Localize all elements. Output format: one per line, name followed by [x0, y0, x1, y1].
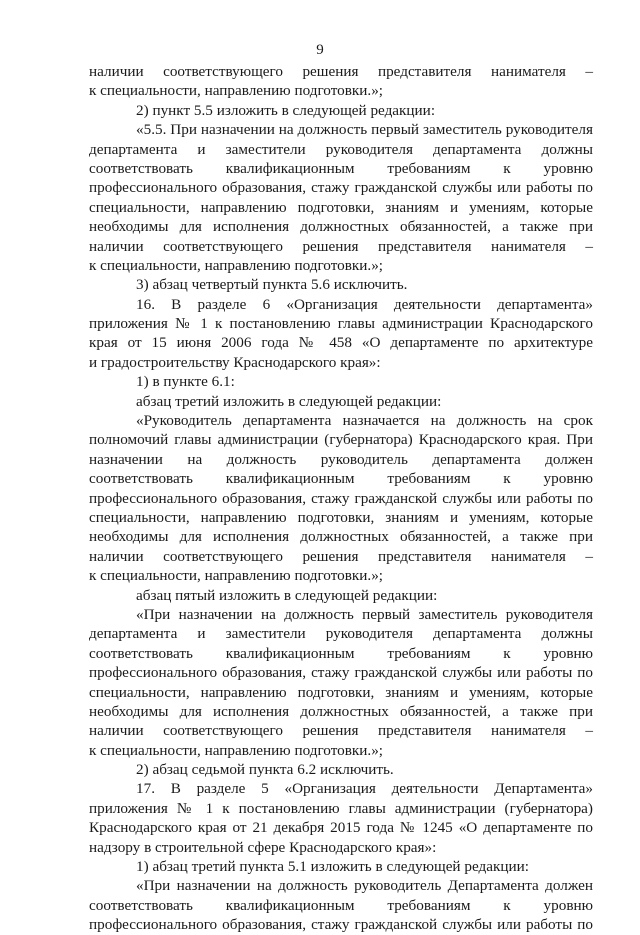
text-line: необходимы для исполнения должностных обязанностей, а также при	[89, 702, 593, 720]
text-line: «При назначении на должность руководитель Департамента должен	[136, 877, 593, 895]
text-line: соответствовать квалификационным требованиям к уровню	[89, 896, 593, 914]
text-line: специальности, направлению подготовки, знаниям и умениям, которые	[89, 683, 593, 701]
text-line: профессионального образования, стажу гражданской службы или работы по	[89, 916, 593, 934]
text-line: соответствовать квалификационным требованиям к уровню	[89, 470, 593, 488]
text-line: абзац пятый изложить в следующей редакции:	[136, 586, 438, 604]
text-line: профессионального образования, стажу гражданской службы или работы по	[89, 489, 593, 507]
text-line: 17. В разделе 5 «Организация деятельности Департамента»	[136, 780, 593, 798]
text-line: наличии соответствующего решения представителя нанимателя –	[89, 237, 593, 255]
text-line: специальности, направлению подготовки, знаниям и умениям, которые	[89, 508, 593, 526]
text-line: к специальности, направлению подготовки.»;	[89, 741, 384, 759]
text-line: департамента и заместители руководителя департамента должны	[89, 140, 593, 158]
text-line: наличии соответствующего решения представителя нанимателя –	[89, 722, 593, 740]
text-line: 16. В разделе 6 «Организация деятельности департамента»	[136, 295, 593, 313]
text-line: соответствовать квалификационным требованиям к уровню	[89, 644, 593, 662]
text-line: наличии соответствующего решения представителя нанимателя –	[89, 63, 593, 80]
text-line: полномочий главы администрации (губернатора) Краснодарского края. При	[89, 431, 593, 449]
text-line: соответствовать квалификационным требованиям к уровню	[89, 159, 593, 177]
text-line: назначении на должность руководитель департамента должен	[89, 450, 593, 468]
text-line: 2) абзац седьмой пункта 6.2 исключить.	[136, 761, 394, 779]
text-line: и градостроительству Краснодарского края»:	[89, 353, 381, 371]
text-line: 1) в пункте 6.1:	[136, 373, 235, 391]
text-line: «5.5. При назначении на должность первый заместитель руководителя	[136, 121, 593, 139]
text-line: «Руководитель департамента назначается на должность на срок	[136, 412, 593, 430]
text-line: абзац третий изложить в следующей редакции:	[136, 392, 442, 410]
text-line: края от 15 июня 2006 года № 458 «О департаменте по архитектуре	[89, 334, 593, 352]
text-line: необходимы для исполнения должностных обязанностей, а также при	[89, 528, 593, 546]
text-line: профессионального образования, стажу гражданской службы или работы по	[89, 664, 593, 682]
text-line: к специальности, направлению подготовки.»;	[89, 256, 384, 274]
text-line: надзору в строительной сфере Краснодарского края»:	[89, 838, 437, 856]
text-line: «При назначении на должность первый заместитель руководителя	[136, 605, 593, 623]
text-line: профессионального образования, стажу гражданской службы или работы по	[89, 179, 593, 197]
document-body	[89, 62, 593, 935]
text-line: 3) абзац четвертый пункта 5.6 исключить.	[136, 276, 408, 294]
text-line: Краснодарского края от 21 декабря 2015 года № 1245 «О департаменте по	[89, 819, 593, 837]
text-line: департамента и заместители руководителя департамента должны	[89, 625, 593, 643]
text-line: наличии соответствующего решения представителя нанимателя –	[89, 547, 593, 565]
text-line: к специальности, направлению подготовки.»;	[89, 567, 384, 585]
text-line: 2) пункт 5.5 изложить в следующей редакции:	[136, 101, 436, 119]
text-line: необходимы для исполнения должностных обязанностей, а также при	[89, 218, 593, 236]
text-line: приложения № 1 к постановлению главы администрации (губернатора)	[89, 799, 593, 817]
text-line: приложения № 1 к постановлению главы администрации Краснодарского	[89, 315, 593, 333]
text-line: к специальности, направлению подготовки.»;	[89, 82, 384, 100]
text-line: 1) абзац третий пункта 5.1 изложить в следующей редакции:	[136, 858, 529, 876]
text-line: специальности, направлению подготовки, знаниям и умениям, которые	[89, 198, 593, 216]
page-number: 9	[316, 42, 324, 58]
